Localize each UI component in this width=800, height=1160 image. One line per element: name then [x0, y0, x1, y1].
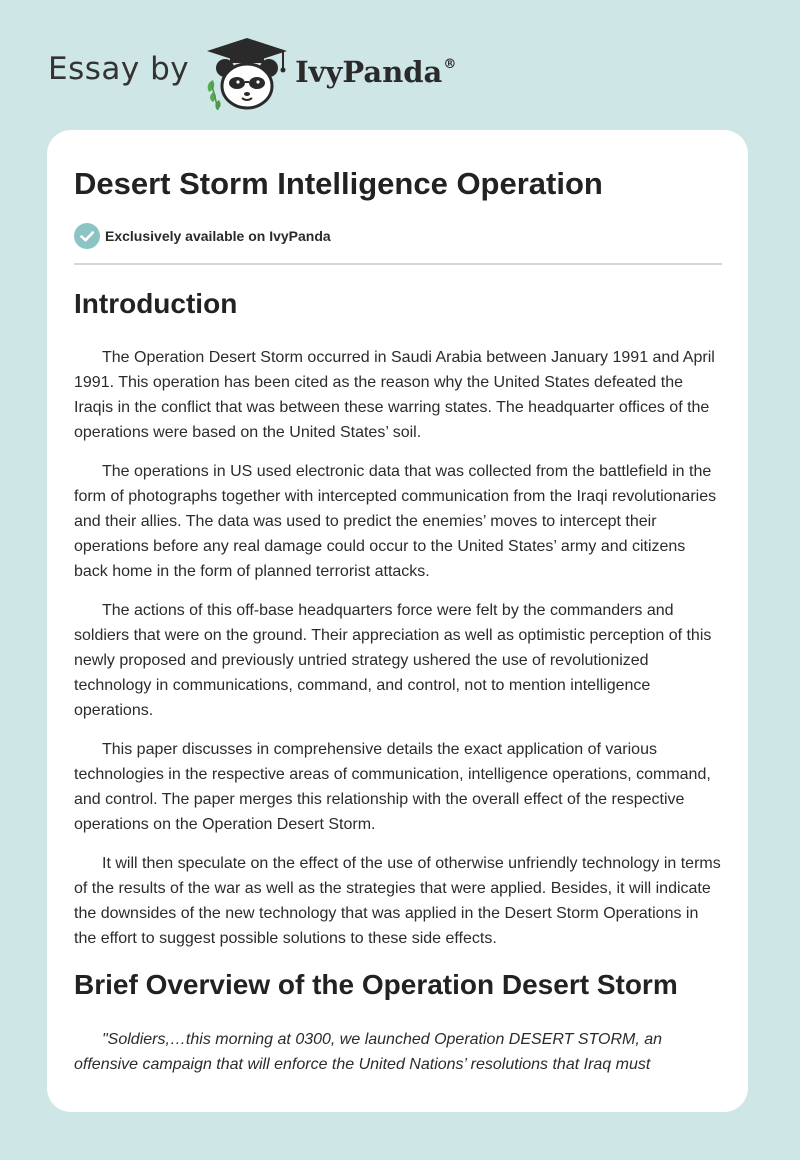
essay-by-label: Essay by — [48, 51, 190, 87]
panda-graduate-icon[interactable] — [203, 36, 291, 112]
site-header — [48, 34, 456, 114]
check-circle-icon — [74, 223, 100, 249]
brand-name[interactable] — [295, 55, 456, 89]
page-title: Desert Storm Intelligence Operation — [74, 166, 603, 201]
paragraph: It will then speculate on the effect of the use of otherwise unfriendly technology in terms of the results of the war as well as the strategies that were applied. Besides, it will indicate the downsides of the new technology that was applied in the Desert Storm Operations in the effort to suggest possible solutions to these side effects. — [74, 855, 721, 947]
paragraph: This paper discusses in comprehensive details the exact application of various technologies in the respective areas of communication, intelligence operations, command, and control. The paper merges this relationship with the overall effect of the respective operations on the Operation Desert Storm. — [74, 741, 711, 833]
section-heading-overview: Brief Overview of the Operation Desert Storm — [74, 969, 678, 1000]
paragraph: The actions of this off-base headquarters force were felt by the commanders and soldiers that were on the ground. Their appreciation as well as optimistic perception of this newly proposed and previously untried strategy ushered the use of revolutionized technology in communications, command, and control, not to mention intelligence operations. — [74, 602, 712, 719]
quote-paragraph: "Soldiers,…this morning at 0300, we launched Operation DESERT STORM, an offensive campaign that will enforce the United Nations’ resolutions that Iraq must — [74, 1031, 663, 1073]
title-divider — [74, 263, 722, 265]
brand-name-text: IvyPanda — [295, 55, 443, 89]
essay-card — [47, 130, 748, 1112]
section-heading-introduction: Introduction — [74, 288, 238, 319]
paragraph: The Operation Desert Storm occurred in Saudi Arabia between January 1991 and April 1991. This operation has been cited as the reason why the United States defeated the Iraqis in the conflict that was between these warring states. The headquarter offices of the operations were based on the United States’ soil. — [74, 349, 715, 441]
exclusive-badge — [74, 223, 722, 249]
paragraph: The operations in US used electronic data that was collected from the battlefield in the form of photographs together with intercepted communication from the Iraqi revolutionaries and their allies. The data was used to predict the enemies’ moves to intercept their operations before any real damage could occur to the United States’ army and citizens back home in the form of planned terrorist attacks. — [74, 463, 717, 580]
exclusive-badge-label: Exclusively available on IvyPanda — [105, 228, 331, 244]
registered-mark: ® — [443, 57, 457, 72]
